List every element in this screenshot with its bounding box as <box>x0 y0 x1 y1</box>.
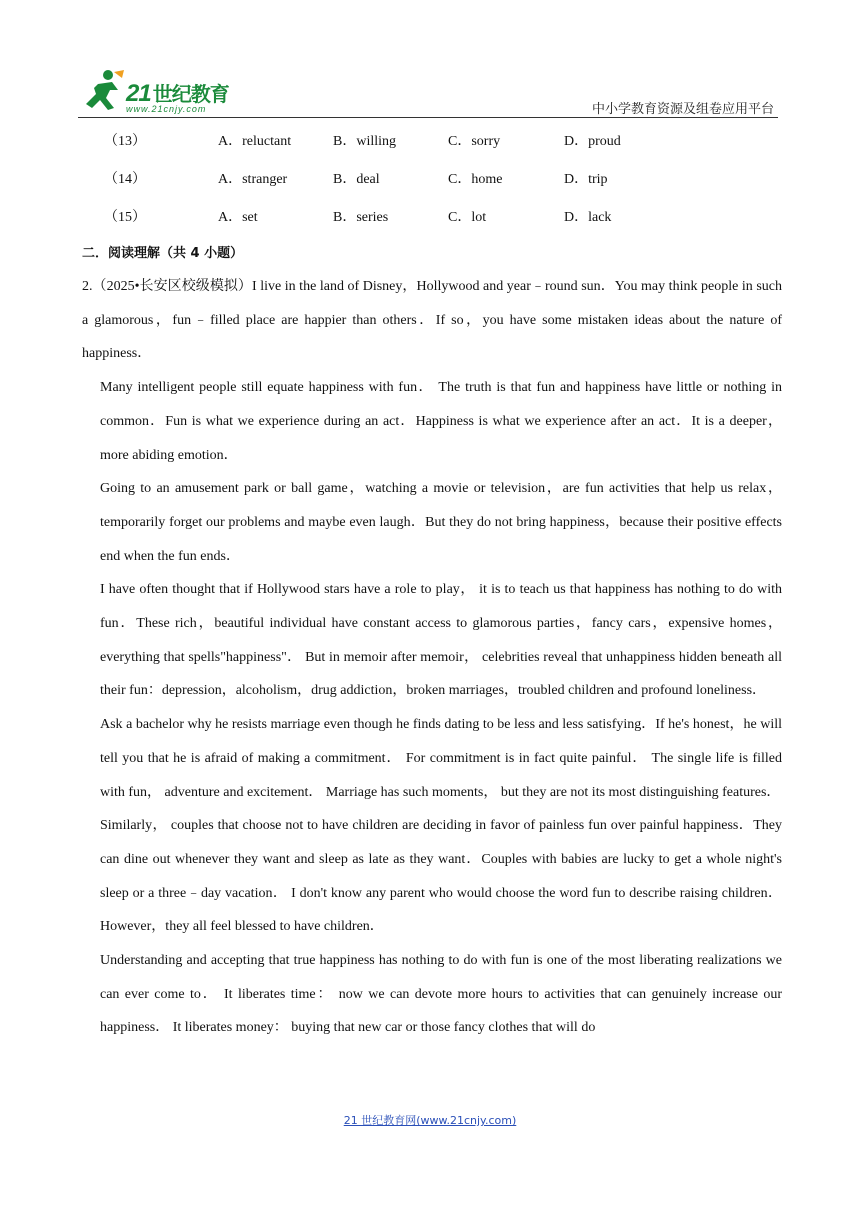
section-title: 二．阅读理解（共 4 小题） <box>82 246 244 261</box>
option-b: B．series <box>333 210 389 225</box>
passage-paragraph-4: I have often thought that if Hollywood stars have a role to play， it is to teach us that happiness has nothing to do with fun．These rich，beautiful individual have constant access to glamorous parties，fancy cars，expensive homes，everything that spells"happiness"． But in memoir after memoir， celebrities reveal that unhappiness hidden beneath all their fun：depression，alcoholism，drug addiction，broken marriages，troubled children and profound loneliness． <box>100 582 782 699</box>
option-c: C．sorry <box>448 134 501 149</box>
option-a: A．reluctant <box>218 134 292 149</box>
runner-logo-icon <box>78 66 128 116</box>
question-number: （13） <box>104 134 146 149</box>
passage-paragraph-6: Similarly， couples that choose not to have children are deciding in favor of painless fun over painful happiness．They can dine out whenever they want and sleep as late as they want．Couples with babies are lucky to get a whole night's sleep or a three﹣day vacation． I don't know any parent who would choose the word fun to describe raising children． However，they all feel blessed to have children． <box>100 818 782 935</box>
reading-passage <box>82 270 782 1045</box>
footer-link[interactable]: 21 世纪教育网(www.21cnjy.com) <box>343 1114 517 1127</box>
option-c: C．lot <box>448 210 487 225</box>
page-header <box>78 66 778 118</box>
logo-url: www.21cnjy.com <box>126 104 207 114</box>
option-b: B．willing <box>333 134 397 149</box>
passage-paragraph-7: Understanding and accepting that true happiness has nothing to do with fun is one of the most liberating realizations we can ever come to． It liberates time： now we can devote more hours to activities that can genuinely increase our happiness． It liberates money： buying that new car or those fancy clothes that will do <box>100 953 782 1036</box>
header-divider <box>78 117 778 118</box>
logo-text: 21 世纪教育 <box>126 80 229 107</box>
option-d: D．proud <box>564 134 621 149</box>
passage-paragraph-1: 2.（2025•长安区校级模拟）I live in the land of Disney，Hollywood and year﹣round sun．You may think people in such a glamorous，fun﹣filled place are happier than others．If so，you have some mistaken ideas about the nature of happiness． <box>82 279 782 362</box>
question-number: （15） <box>104 210 146 225</box>
question-number: （14） <box>104 172 146 187</box>
option-a: A．stranger <box>218 172 288 187</box>
passage-paragraph-5: Ask a bachelor why he resists marriage even though he finds dating to be less and less satisfying．If he's honest，he will tell you that he is afraid of making a commitment． For commitment is in fact quite painful． The single life is filled with fun， adventure and excitement． Marriage has such moments， but they are not its most distinguishing features． <box>100 717 782 800</box>
passage-paragraph-3: Going to an amusement park or ball game，watching a movie or television，are fun activities that help us relax，temporarily forget our problems and maybe even laugh．But they do not bring happiness，because their positive effects end when the fun ends． <box>100 481 782 564</box>
option-c: C．home <box>448 172 503 187</box>
option-b: B．deal <box>333 172 380 187</box>
option-d: D．trip <box>564 172 608 187</box>
site-logo <box>78 66 248 116</box>
option-d: D．lack <box>564 210 612 225</box>
option-a: A．set <box>218 210 258 225</box>
passage-paragraph-2: Many intelligent people still equate happiness with fun． The truth is that fun and happiness have little or nothing in common．Fun is what we experience during an act．Happiness is what we experience after an act．It is a deeper，more abiding emotion． <box>100 380 782 463</box>
platform-name: 中小学教育资源及组卷应用平台 <box>591 102 774 117</box>
